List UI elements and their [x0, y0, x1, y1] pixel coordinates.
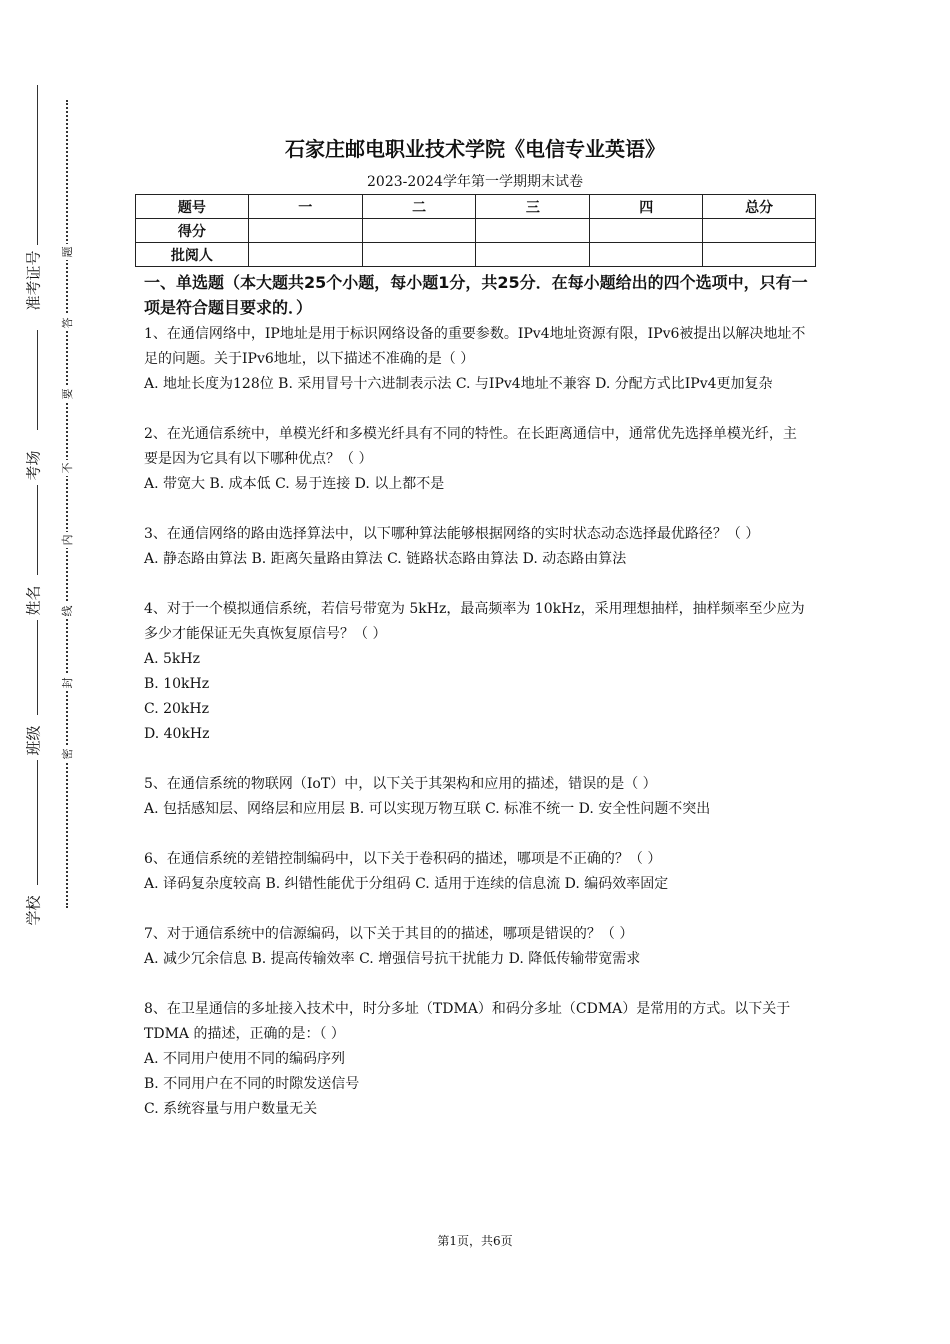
margin-line: [37, 85, 38, 245]
score-table-header-cell: 总分: [703, 195, 816, 219]
margin-line: [37, 485, 38, 575]
margin-label-name: 姓名: [24, 585, 43, 616]
seal-char: 内: [59, 532, 75, 548]
question: [144, 997, 810, 1122]
page-subtitle: 2023-2024学年第一学期期末试卷: [367, 174, 583, 190]
grader-cell: [703, 243, 816, 267]
score-cell: [590, 219, 703, 243]
binding-margin: [0, 0, 110, 1344]
question-options: A. 地址长度为128位 B. 采用冒号十六进制表示法 C. 与IPv4地址不兼容 D. 分配方式比IPv4更加复杂: [144, 376, 773, 392]
score-table-header-cell: 三: [476, 195, 590, 219]
question-options: A. 减少冗余信息 B. 提高传输效率 C. 增强信号抗干扰能力 D. 降低传输带宽需求: [144, 951, 641, 967]
question: [144, 597, 810, 747]
question-stem: 3、在通信网络的路由选择算法中，以下哪种算法能够根据网络的实时状态动态选择最优路径？（ ）: [144, 526, 760, 542]
question-options: A. 译码复杂度较高 B. 纠错性能优于分组码 C. 适用于连续的信息流 D. 编码效率固定: [144, 876, 669, 892]
seal-char: 密: [59, 746, 75, 762]
score-table-row: [136, 219, 816, 243]
question-option: B. 不同用户在不同的时隙发送信号: [144, 1076, 360, 1092]
score-cell: [362, 219, 476, 243]
grader-cell: [476, 243, 590, 267]
question: [144, 522, 810, 572]
score-table: [135, 194, 816, 267]
grader-cell: [362, 243, 476, 267]
score-table-header-cell: 一: [248, 195, 362, 219]
score-cell: [703, 219, 816, 243]
margin-line: [37, 330, 38, 430]
score-table-row: [136, 243, 816, 267]
question: [144, 422, 810, 497]
seal-char: 线: [59, 603, 75, 619]
margin-label-class: 班级: [24, 725, 43, 756]
score-table-header-cell: 四: [590, 195, 703, 219]
seal-char: 不: [59, 460, 75, 476]
margin-line: [37, 760, 38, 885]
section-heading: 一、单选题（本大题共25个小题，每小题1分，共25分．在每小题给出的四个选项中，只有一项是符合题目要求的．）: [144, 273, 808, 317]
question-option: A. 5kHz: [144, 651, 200, 667]
margin-label-exam-room: 考场: [24, 450, 43, 481]
score-row-label: 得分: [136, 219, 249, 243]
question-stem: 1、在通信网络中，IP地址是用于标识网络设备的重要参数。IPv4地址资源有限，IPv6被提出以解决地址不足的问题。关于IPv6地址，以下描述不准确的是（ ）: [144, 326, 806, 367]
question: [144, 322, 810, 397]
question: [144, 847, 810, 897]
question-stem: 7、对于通信系统中的信源编码，以下关于其目的的描述，哪项是错误的？（ ）: [144, 926, 634, 942]
question-options: A. 静态路由算法 B. 距离矢量路由算法 C. 链路状态路由算法 D. 动态路由算法: [144, 551, 627, 567]
question-stem: 8、在卫星通信的多址接入技术中，时分多址（TDMA）和码分多址（CDMA）是常用的方式。以下关于 TDMA 的描述，正确的是：（ ）: [144, 1001, 791, 1042]
margin-line: [37, 620, 38, 715]
question-option: B. 10kHz: [144, 676, 210, 692]
seal-char: 题: [59, 244, 75, 260]
score-table-header-cell: 二: [362, 195, 476, 219]
question-option: C. 系统容量与用户数量无关: [144, 1101, 318, 1117]
score-table-header-cell: 题号: [136, 195, 249, 219]
question: [144, 772, 810, 822]
question-option: D. 40kHz: [144, 726, 210, 742]
question-stem: 2、在光通信系统中，单模光纤和多模光纤具有不同的特性。在长距离通信中，通常优先选择单模光纤，主要是因为它具有以下哪种优点？（ ）: [144, 426, 797, 467]
grader-cell: [248, 243, 362, 267]
seal-char: 要: [59, 386, 75, 402]
question-options: A. 带宽大 B. 成本低 C. 易于连接 D. 以上都不是: [144, 476, 445, 492]
score-table-header-row: [136, 195, 816, 219]
seal-line: [66, 100, 68, 908]
margin-label-school: 学校: [24, 895, 43, 926]
question-option: C. 20kHz: [144, 701, 209, 717]
question-stem: 6、在通信系统的差错控制编码中，以下关于卷积码的描述，哪项是不正确的？（ ）: [144, 851, 662, 867]
question-option: A. 不同用户使用不同的编码序列: [144, 1051, 346, 1067]
page-footer: 第1页，共6页: [437, 1234, 513, 1248]
grader-cell: [590, 243, 703, 267]
page-title: 石家庄邮电职业技术学院《电信专业英语》: [285, 137, 665, 161]
question: [144, 922, 810, 972]
grader-row-label: 批阅人: [136, 243, 249, 267]
score-cell: [248, 219, 362, 243]
score-cell: [476, 219, 590, 243]
seal-char: 答: [59, 315, 75, 331]
question-list: [144, 270, 810, 1147]
question-options: A. 包括感知层、网络层和应用层 B. 可以实现万物互联 C. 标准不统一 D. 安全性问题不突出: [144, 801, 711, 817]
question-stem: 4、对于一个模拟通信系统，若信号带宽为 5kHz，最高频率为 10kHz，采用理想抽样，抽样频率至少应为多少才能保证无失真恢复原信号？（ ）: [144, 601, 805, 642]
seal-char: 封: [59, 675, 75, 691]
question-stem: 5、在通信系统的物联网（IoT）中，以下关于其架构和应用的描述，错误的是（ ）: [144, 776, 657, 792]
margin-label-exam-id: 准考证号: [24, 250, 43, 311]
